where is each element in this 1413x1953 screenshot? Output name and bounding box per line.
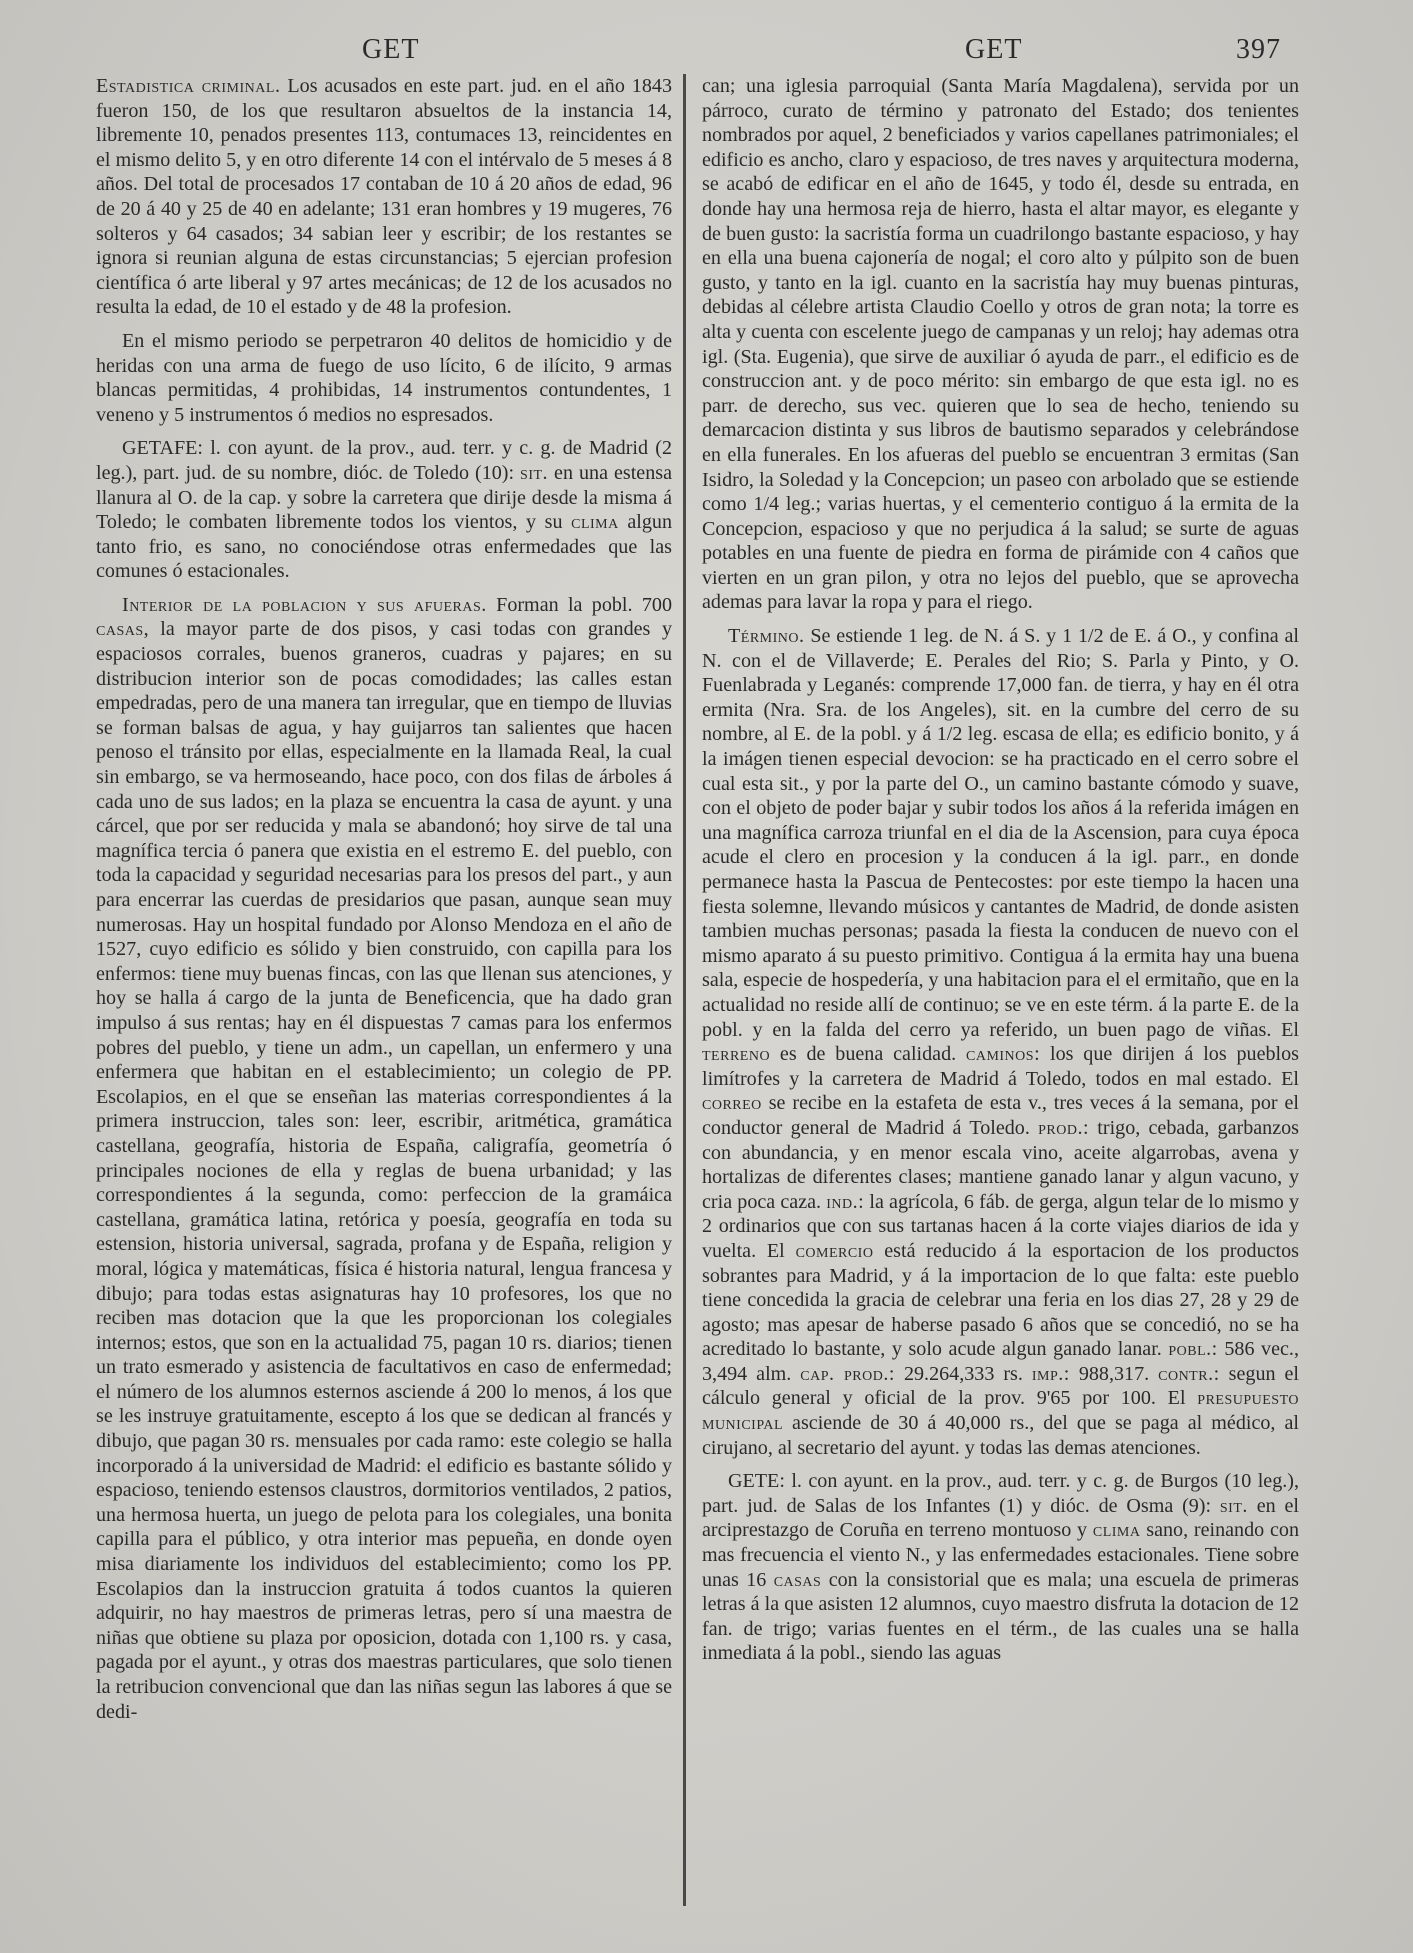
paragraph-text: Los acusados en este part. jud. en el año 1843 fueron 150, de los que resultaron absueltos de la instancia 14, libremente 10, penados presentes 113, contumaces 13, reincidentes en el mismo delito 5, y en otro diferente 14 con el intérvalo de 5 meses á 8 años. Del total de procesados 17 contaban de 10 á 20 años de edad, 96 de 20 á 40 y 25 de 40 en adelante; 131 eran hombres y 19 mugeres, 76 solteros y 64 casados; 34 sabian leer y escribir; de los restantes se ignora si reunian alguna de estas circunstancias; 5 ejercian profesion científica ó arte liberal y 97 artes mecánicas; de 12 de los acusados no resulta la edad, de 10 el estado y de 48 la profesion. xyxy=(96,75,672,319)
abbrev-sit: sit. xyxy=(1219,1494,1248,1517)
entry-text: : l. con ayunt. en la prov., aud. terr. y c. g. de Burgos (10 leg.), part. jud. de Salas de los Infantes (1) y dióc. de Osma (9): xyxy=(702,1470,1299,1517)
paragraph-text: , la mayor parte de dos pisos, y casi todas con grandes y espaciosos corrales, buenos graneros, cuadras y pajares; en su distribucion interior son de pocas comodidades; las calles estan empedradas, pero de una manera tan irregular, que en tiempo de lluvias se forman balsas de agua, y hay guijarros tan salientes que hacen penoso el tránsito por ellas, especialmente en la llamada Real, la cual sin embargo, se va hermoseando, hace poco, con dos filas de árboles á cada uno de sus lados; en la plaza se encuentra la casa de ayunt. y una cárcel, que por ser reducida y mala se abandonó; hoy sirve de tal una magnífica tercia ó panera que existia en el estremo E. del pueblo, con toda la capacidad y seguridad necesarias para los presos del part., y aun para encerrar las cuerdas de presidarios que pasan, aunque sean muy numerosas. Hay un hospital fundado por Alonso Mendoza en el año de 1527, cuyo edificio es sólido y bien construido, con capilla para los enfermos: tiene muy buenas fincas, con las que llenan sus atenciones, y hoy se halla á cargo de la junta de Beneficencia, que ha dado gran impulso á sus rentas; hay en él dispuestas 7 camas para los enfermos pobres del pueblo, y tiene un adm., un capellan, un enfermero y una enfermera que habitan en el establecimiento; un colegio de PP. Escolapios, en el que se enseñan las materias correspondientes á la primera instruccion, tales son: leer, escribir, aritmética, gramática castellana, geografía, historia de España, caligrafía, geometría ó principales nociones de ella y reglas de buena urbanidad; y las correspondientes á la segunda, como: perfeccion de la gramáica castellana, gramática latina, retórica y poesía, geografía en toda su estension, historia universal, sagrada, profana y de España, religion y moral, lógica y matemáticas, física é historia natural, lengua francesa y dibujo; para todas estas asignaturas hay 10 profesores, los que no reciben mas dotacion que la que les proporcionan los colegiales internos; estos, que son en la actualidad 75, pagan 10 rs. diarios; tienen un trato esmerado y asistencia de facultativos en caso de enfermedad; el número de los alumnos esternos asciende á 200 lo menos, á los que se les instruye gratuitamente, escepto á los que se dedican al francés y dibujo, que pagan 30 rs. mensuales por cada ramo: este colegio se halla incorporado á la universidad de Madrid: el edificio es bastante sólido y espacioso, teniendo estensos claustros, dormitorios ventilados, 2 patios, una hermosa huerta, un juego de pelota para los colegiales, una bonita capilla para el público, y otra interior mas pepueña, en donde oyen misa diariamente los individuos del establecimiento; como los PP. Escolapios dan la instruccion gratuita á todos cuantos la quieren adquirir, no hay maestros de primeras letras, pero sí una maestra de niñas que obtiene su plaza por oposicion, dotada con 1,100 rs. y casa, pagada por el ayunt., y otras dos maestras particulares, que solo tienen la retribucion convencional que dan las niñas segun las labores á que se dedi- xyxy=(96,618,672,1723)
abbrev-contr: contr.: xyxy=(1158,1362,1220,1385)
abbrev-pobl: pobl.: xyxy=(1168,1338,1218,1361)
paragraph-text: 586 vec., 3,494 alm. xyxy=(702,1338,1299,1385)
abbrev-casas: casas xyxy=(773,1568,822,1591)
left-column xyxy=(96,74,672,1733)
entry-gete xyxy=(702,1469,1299,1666)
abbrev-comercio: comercio xyxy=(795,1239,874,1262)
section-heading: Interior de la poblacion y sus afueras. xyxy=(122,593,487,616)
entry-text: con la consistorial que es mala; una escuela de primeras letras á la que asisten 12 alumnos, cuyo maestro disfruta la dotacion de 12 fan. de trigo; varias fuentes en el térm., de las cuales una se halla inmediata á la pobl., siendo las aguas xyxy=(702,1568,1300,1665)
entry-text: sano, reinando con mas frecuencia el viento N., y las enfermedades estacionales. Tiene sobre unas 16 xyxy=(702,1519,1299,1591)
entry-text: en el arciprestazgo de Coruña en terreno montuoso y xyxy=(702,1494,1299,1542)
entry-getafe xyxy=(96,436,672,584)
entry-text: : l. con ayunt. de la prov., aud. terr. y c. g. de Madrid (2 leg.), part. jud. de su nombre, dióc. de Toledo (10): xyxy=(96,437,672,484)
entry-text: algun tanto frio, es sano, no conociéndose otras enfermedades que las comunes ó estacionales. xyxy=(96,511,672,583)
paragraph-text: Forman la pobl. 700 xyxy=(486,593,673,616)
column-divider xyxy=(683,74,686,1906)
paragraph-text: los que dirijen á los pueblos limítrofes y la carretera de Madrid á Toledo, todos en mal estado. El xyxy=(702,1043,1299,1090)
paragraph-text: trigo, cebada, garbanzos con abundancia, y en menor escala vino, aceite algarrobas, avena y hortalizas de diferentes clases; mantiene ganado lanar y algun vacuno, y cria poca caza. xyxy=(702,1116,1299,1213)
section-heading: Estadistica criminal. xyxy=(96,75,281,97)
paragraph-text: la agrícola, 6 fáb. de gerga, algun telar de lo mismo y 2 ordinarios que con sus tartanas hacen á la corte viajes diarios de ida y vuelta. El xyxy=(702,1190,1299,1262)
entry-lead: GETAFE xyxy=(122,437,198,460)
paragraph-termino xyxy=(702,624,1299,1460)
paragraph-estadistica-criminal xyxy=(96,74,672,320)
abbrev-sit: sit. xyxy=(520,461,549,484)
abbrev-clima: clima xyxy=(571,511,619,534)
paragraph-text: es de buena calidad. xyxy=(770,1043,966,1066)
abbrev-presupuesto: presupuesto municipal xyxy=(702,1387,1299,1435)
entry-lead: GETE xyxy=(728,1470,780,1493)
running-head-right: GET xyxy=(965,34,1023,65)
paragraph-text: está reducido á la esportacion de los productos sobrantes para Madrid, y á la importacion de lo que falta: este pueblo tiene concedida la gracia de celebrar una feria en los dias 27, 28 y 29 de agosto; mas apesar de haberse pasado 6 años que se concedió, no se ha acreditado lo bastante, y solo acude algun ganado lanar. xyxy=(702,1239,1299,1361)
page-number: 397 xyxy=(1236,34,1281,65)
abbrev-clima: clima xyxy=(1092,1519,1141,1542)
paragraph-text: segun el cálculo general y oficial de la prov. 9'65 por 100. El xyxy=(702,1362,1299,1410)
paragraph-iglesia: can; una iglesia parroquial (Santa María Magdalena), servida por un párroco, curato de término y patronato del Estado; dos tenientes nombrados por aquel, 2 beneficiados y varios capellanes patrimoniales; el edificio es ancho, claro y espacioso, de tres naves y arquitectura moderna, se acabó de edificar en el año de 1645, y todo él, desde su entrada, en donde hay una hermosa reja de hierro, hasta el altar mayor, es elegante y de buen gusto: la sacristía forma un cuadrilongo bastante espacioso, y hay en ella una buena cajonería de nogal; el coro alto y púlpito son de buen gusto, y tanto en la igl. cuanto en la sacristía hay muy buenas pinturas, debidas al célebre artista Claudio Coello y otros de gran nota; la torre es alta y cuenta con escelente juego de campanas y un reloj; hay ademas otra igl. (Sta. Eugenia), que sirve de auxiliar ó ayuda de parr., el edificio es de construccion ant. y de poco mérito: sin embargo de que esta igl. no es parr. de derecho, sus vec. quieren que lo sea de hecho, teniendo su demarcacion distinta y sus libros de bautismo separados y celebrándose en ella funerales. En los afueras del pueblo se encuentran 3 ermitas (San Isidro, la Soledad y la Concepcion; un paseo con arbolado que se estiende como 1/4 leg.; varias huertas, y el cementerio contiguo á la ermita de la Concepcion, espacioso y que no perjudica á la salud; se surte de aguas potables en una fuente de piedra en forma de pirámide con 4 caños que vierten en un gran pilon, y otra no lejos del pueblo, que se aprovecha ademas para lavar la ropa y para el riego. xyxy=(702,75,1299,614)
section-heading: Término. xyxy=(728,625,805,648)
paragraph-delitos: En el mismo periodo se perpetraron 40 delitos de homicidio y de heridas con una arma de fuego de uso lícito, 6 de ilícito, 9 armas blancas permitidas, 4 prohibidas, 14 instrumentos contundentes, 1 veneno y 5 instrumentos ó medios no espresados. xyxy=(96,329,672,426)
abbrev-prod: prod.: xyxy=(1038,1116,1090,1139)
paragraph-text: asciende de 30 á 40,000 rs., del que se paga al médico, al cirujano, al secretario del ayunt. y todas las demas atenciones. xyxy=(702,1412,1299,1459)
paragraph-text: 988,317. xyxy=(1069,1362,1159,1385)
abbrev-casas: casas xyxy=(96,618,144,641)
right-column xyxy=(702,74,1299,1675)
abbrev-ind: ind.: xyxy=(826,1190,865,1213)
abbrev-terreno: terreno xyxy=(702,1043,771,1066)
entry-text: en una estensa llanura al O. de la cap. y sobre la carretera que dirije desde la misma á Toledo; le combaten libremente todos los vientos, y su xyxy=(96,461,672,534)
abbrev-caminos: caminos: xyxy=(966,1043,1041,1066)
paragraph-text: 29.264,333 rs. xyxy=(894,1362,1032,1385)
running-head-left: GET xyxy=(362,34,420,65)
paragraph-interior-poblacion xyxy=(96,593,672,1724)
abbrev-correo: correo xyxy=(702,1092,762,1115)
paragraph-text: se recibe en la estafeta de esta v., tres veces á la semana, por el conductor general de Madrid á Toledo. xyxy=(702,1092,1299,1139)
abbrev-cap-prod: cap. prod.: xyxy=(800,1362,895,1385)
paragraph-text: Se estiende 1 leg. de N. á S. y 1 1/2 de E. á O., y confina al N. con el de Villaverde; E. Perales del Rio; S. Parla y Pinto, y O. Fuenlabrada y Leganés: comprende 17,000 fan. de tierra, y hay en él otra ermita (Nra. Sra. de los Angeles), sit. en la cumbre del cerro de su nombre, al E. de la pobl. y á 1/2 leg. escasa de ella; es edificio bonito, y á la imágen tienen especial devocion: se ha practicado en el cerro sobre el cual esta sit., y por la parte del O., un camino bastante cómodo y suave, con el objeto de poder bajar y subir todos los años á la referida imágen en una magnífica carroza triunfal en el dia de la Ascension, para cuya época acude el clero en procesion y la conducen á la igl. parr., en donde permanece hasta la Pascua de Pentecostes: por este tiempo la hacen una fiesta solemne, llevando músicos y cantantes de Madrid, de donde asisten tambien muchas personas; pasada la fiesta la conducen de nuevo con el mismo aparato á su puesto primitivo. Contigua á la ermita hay una buena sala, especie de hospedería, y una habitacion para el el ermitaño, que en la actualidad no reside allí de continuo; se ve en este térm. á la parte E. de la pobl. y en la falda del cerro ya referido, un buen pago de viñas. El xyxy=(702,625,1299,1041)
abbrev-imp: imp.: xyxy=(1031,1362,1070,1385)
